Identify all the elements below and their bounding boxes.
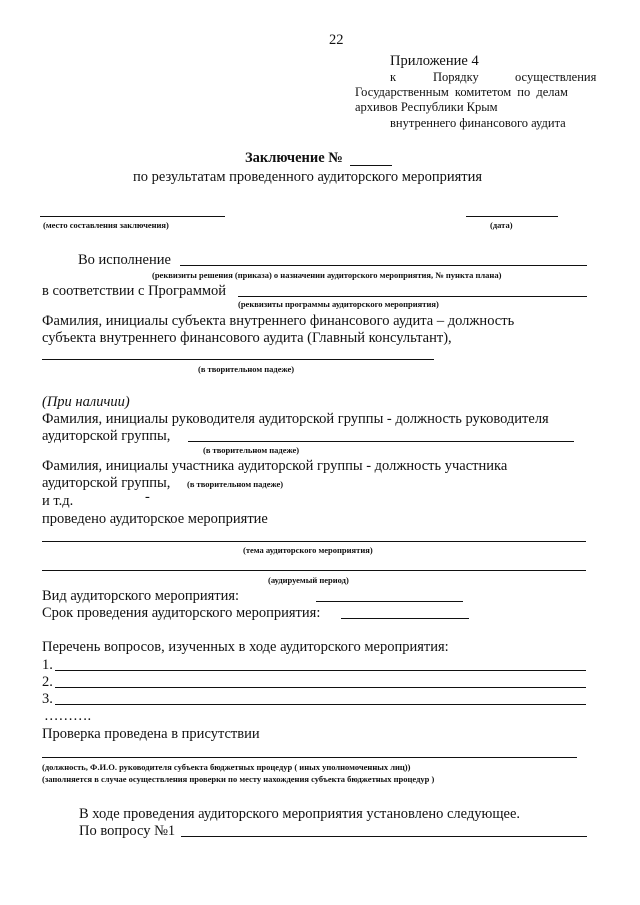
- type-line[interactable]: [316, 601, 463, 602]
- period-hint: (аудируемый период): [268, 575, 349, 585]
- appendix-title: Приложение 4: [390, 53, 479, 69]
- program-label: в соответствии с Программой: [42, 283, 227, 299]
- established-text: В ходе проведения аудиторского мероприятия установлено следующее.: [79, 806, 521, 822]
- question-1-number: 1.: [42, 657, 53, 673]
- term-label: Срок проведения аудиторского мероприятия:: [42, 605, 321, 621]
- subject-line2: субъекта внутреннего финансового аудита (Главный консультант),: [42, 330, 452, 346]
- question-3-line[interactable]: [55, 704, 586, 705]
- member-hint: (в творительном падеже): [187, 479, 284, 489]
- period-line[interactable]: [42, 570, 586, 571]
- leader-hint: (в творительном падеже): [203, 445, 300, 455]
- subject-name-line[interactable]: [42, 359, 434, 360]
- question-no1-line[interactable]: [181, 836, 587, 837]
- topic-hint: (тема аудиторского мероприятия): [243, 545, 373, 555]
- question-2-number: 2.: [42, 674, 53, 690]
- presence-label: Проверка проведена в присутствии: [42, 726, 260, 742]
- conducted-text: проведено аудиторское мероприятие: [42, 511, 268, 527]
- presence-line[interactable]: [42, 757, 577, 758]
- member-line2: аудиторской группы,: [42, 475, 171, 491]
- leader-name-line[interactable]: [188, 441, 574, 442]
- term-line[interactable]: [341, 618, 469, 619]
- execution-hint: (реквизиты решения (приказа) о назначении аудиторского мероприятия, № пункта плана): [152, 270, 502, 280]
- leader-line1: Фамилия, инициалы руководителя аудиторской группы - должность руководителя: [42, 411, 549, 427]
- conclusion-number-line[interactable]: [350, 165, 392, 166]
- conclusion-subheading: по результатам проведенного аудиторского мероприятия: [133, 169, 483, 185]
- appendix-line1-k: к: [390, 70, 397, 84]
- program-hint: (реквизиты программы аудиторского мероприятия): [238, 299, 439, 309]
- subject-line1: Фамилия, инициалы субъекта внутреннего финансового аудита – должность: [42, 313, 515, 329]
- execution-line[interactable]: [180, 265, 587, 266]
- type-label: Вид аудиторского мероприятия:: [42, 588, 240, 604]
- presence-hint1: (должность, Ф.И.О. руководителя субъекта бюджетных процедур ( иных уполномоченных лиц)): [42, 762, 411, 772]
- instrumental-hint: (в творительном падеже): [198, 364, 295, 374]
- appendix-line1-order: Порядку: [433, 70, 479, 84]
- ellipsis: ……….: [44, 708, 92, 724]
- appendix-line1-implementation: осуществления: [515, 70, 597, 84]
- leader-line2: аудиторской группы,: [42, 428, 171, 444]
- execution-label: Во исполнение: [78, 252, 171, 268]
- stray-dash: -: [145, 489, 150, 505]
- question-3-number: 3.: [42, 691, 53, 707]
- appendix-line3: архивов Республики Крым: [355, 100, 498, 114]
- question-no1-label: По вопросу №1: [79, 823, 176, 839]
- etc-text: и т.д.: [42, 493, 74, 509]
- if-any-note: (При наличии): [42, 394, 130, 410]
- conclusion-heading: Заключение №: [245, 150, 343, 166]
- topic-line[interactable]: [42, 541, 586, 542]
- questions-label: Перечень вопросов, изученных в ходе аудиторского мероприятия:: [42, 639, 449, 655]
- appendix-line4: внутреннего финансового аудита: [390, 116, 566, 130]
- date-label: (дата): [490, 220, 513, 230]
- program-line[interactable]: [238, 296, 587, 297]
- question-2-line[interactable]: [55, 687, 586, 688]
- presence-hint2: (заполняется в случае осуществления проверки по месту нахождения субъекта бюджетных процедур ): [42, 774, 435, 784]
- appendix-line2: Государственным комитетом по делам: [355, 85, 568, 99]
- place-line[interactable]: [40, 216, 225, 217]
- place-label: (место составления заключения): [43, 220, 169, 230]
- member-line1: Фамилия, инициалы участника аудиторской группы - должность участника: [42, 458, 508, 474]
- question-1-line[interactable]: [55, 670, 586, 671]
- page-number: 22: [329, 32, 344, 48]
- date-line[interactable]: [466, 216, 558, 217]
